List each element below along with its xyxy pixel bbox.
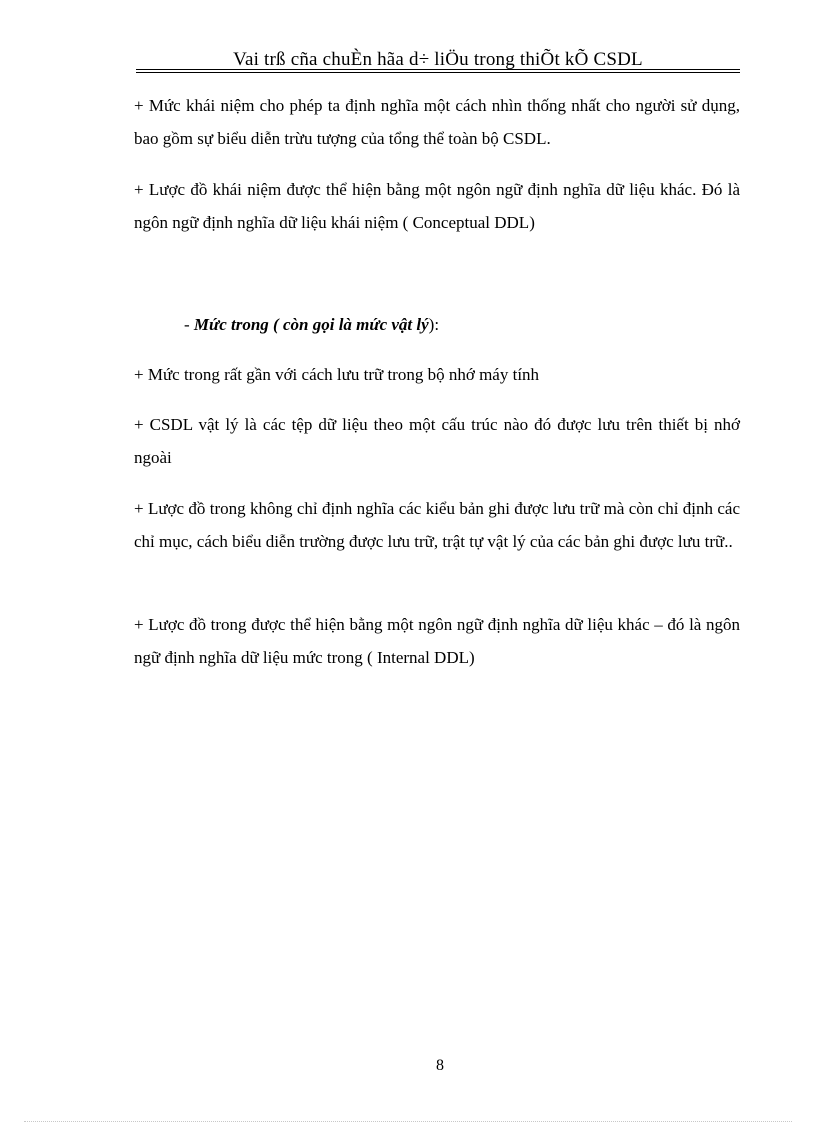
section-subheading	[184, 308, 439, 341]
page-bottom-border	[24, 1121, 792, 1122]
paragraph-internal-ddl: + Lược đồ trong được thể hiện bằng một ngôn ngữ định nghĩa dữ liệu khác – đó là ngôn ngữ định nghĩa dữ liệu mức trong ( Internal DDL)	[134, 615, 740, 667]
paragraph-conceptual-level: + Mức khái niệm cho phép ta định nghĩa một cách nhìn thống nhất cho người sử dụng, bao gồm sự biểu diễn trừu tượng của tổng thể toàn bộ CSDL.	[134, 96, 740, 148]
paragraph-physical-db: + CSDL vật lý là các tệp dữ liệu theo một cấu trúc nào đó được lưu trên thiết bị nhớ ngoài	[134, 415, 740, 467]
subheading-prefix: -	[184, 315, 194, 334]
paragraph-internal-level: + Mức trong rất gần với cách lưu trữ trong bộ nhớ máy tính	[134, 365, 540, 384]
subheading-suffix: ):	[428, 315, 440, 334]
paragraph-internal-schema: + Lược đồ trong không chỉ định nghĩa các kiểu bản ghi được lưu trữ mà còn chỉ định các chỉ mục, cách biểu diễn trường được lưu trữ, trật tự vật lý của các bản ghi được lưu trữ..	[134, 499, 740, 551]
header-rule-double	[136, 72, 740, 73]
paragraph-conceptual-schema: + Lược đồ khái niệm được thể hiện bằng một ngôn ngữ định nghĩa dữ liệu khác. Đó là ngôn ngữ định nghĩa dữ liệu khái niệm ( Conceptual DDL)	[134, 180, 740, 232]
subheading-title: Mức trong ( còn gọi là mức vật lý	[193, 315, 429, 334]
header-rule	[136, 69, 740, 70]
page-number: 8	[436, 1057, 444, 1074]
running-header: Vai trß cña chuÈn hãa d÷ liÖu trong thiÕt kÕ CSDL	[233, 49, 643, 70]
